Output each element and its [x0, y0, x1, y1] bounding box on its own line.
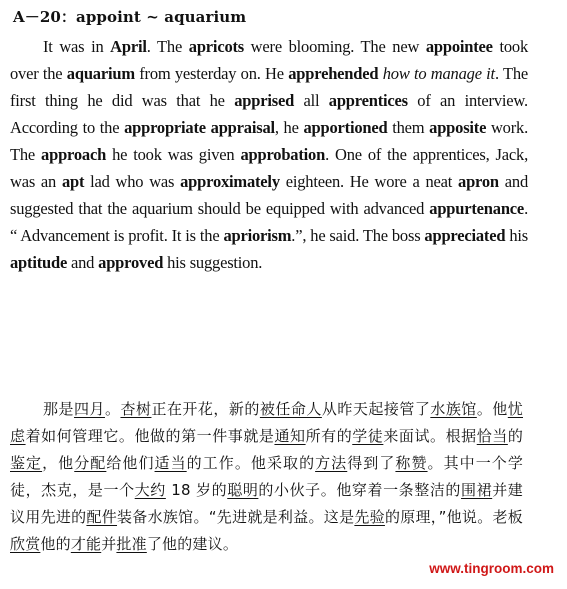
vocab-translation: 学徒 [352, 427, 384, 445]
vocab-word: apron [458, 172, 499, 191]
english-passage: It was in April. The apricots were blooming. The new appointee took over the aquarium from yesterday on. He apprehended how to manage it. The first thing he did was that he apprised all apprentices of an interview. According to the appropriate appraisal, he apportioned them apposite work. The approach he took was given approbation. One of the apprentices, Jack, was an apt lad who was approximately eighteen. He wore a neat apron and suggested that the aquarium should be equipped with advanced appurtenance. “ Advancement is profit. It is the apriorism.”, he said. The boss appreciated his aptitude and approved his suggestion. [10, 37, 528, 272]
vocab-translation: 被任命人 [259, 400, 322, 418]
vocab-word: approximately [180, 172, 280, 191]
vocab-word: apriorism [223, 226, 292, 245]
vocab-word: April [110, 37, 147, 56]
vocab-translation: 才能 [70, 535, 102, 553]
vocab-word: aptitude [10, 253, 68, 272]
vocab-word: apportioned [303, 118, 388, 137]
vocab-translation: 配件 [86, 508, 118, 526]
vocab-translation: 鉴定 [10, 454, 43, 472]
vocab-translation: 通知 [274, 427, 306, 445]
vocab-translation: 围裙 [461, 481, 493, 499]
vocab-translation: 方法 [315, 454, 348, 472]
vocab-translation: 批准 [116, 535, 147, 553]
vocab-translation: 欣赏 [10, 535, 41, 553]
vocab-translation: 大约 [134, 481, 166, 499]
vocab-word: appurtenance [429, 199, 525, 218]
vocab-word: approach [41, 145, 107, 164]
vocab-word: approved [98, 253, 164, 272]
vocab-word: appreciated [424, 226, 506, 245]
vocab-word: apt [61, 172, 85, 191]
vocab-word: aquarium [66, 64, 135, 83]
vocab-translation: 聪明 [227, 481, 259, 499]
vocab-translation: 分配 [74, 454, 107, 472]
vocab-translation: 适当 [154, 454, 187, 472]
vocab-translation: 恰当 [476, 427, 508, 445]
vocab-translation: 忧虑 [10, 400, 523, 445]
vocab-translation: 称赞 [395, 454, 428, 472]
vocab-word: apricots [188, 37, 245, 56]
vocab-word: apposite [429, 118, 487, 137]
chinese-translation: 那是四月。杏树正在开花，新的被任命人从昨天起接管了水族馆。他忧虑着如何管理它。他做的第一件事就是通知所有的学徒来面试。根据恰当的鉴定，他分配给他们适当的工作。他采取的方法得到了称赞。其中一个学徒，杰克，是一个大约 18 岁的聪明的小伙子。他穿着一条整洁的围裙并建议用先进的配件装备水族馆。“先进就是利益。这是先验的原理，”他说。老板欣赏他的才能并批准了他的建议。 [10, 400, 524, 553]
watermark-url: www.tingroom.com [429, 561, 554, 576]
vocab-word: approbation [240, 145, 326, 164]
vocab-translation: 水族馆 [430, 400, 477, 418]
vocab-word: apprentices [328, 91, 408, 110]
vocab-word: appraisal [210, 118, 275, 137]
vocab-word: apprehended [288, 64, 379, 83]
vocab-translation: 先验 [354, 508, 385, 526]
vocab-translation: 四月 [73, 400, 105, 418]
vocab-word: apprised [234, 91, 295, 110]
vocab-word: appointee [425, 37, 493, 56]
vocab-translation: 杏树 [120, 400, 152, 418]
vocab-word: appropriate [124, 118, 206, 137]
section-heading: A－20：appoint ~ aquarium [13, 8, 247, 26]
